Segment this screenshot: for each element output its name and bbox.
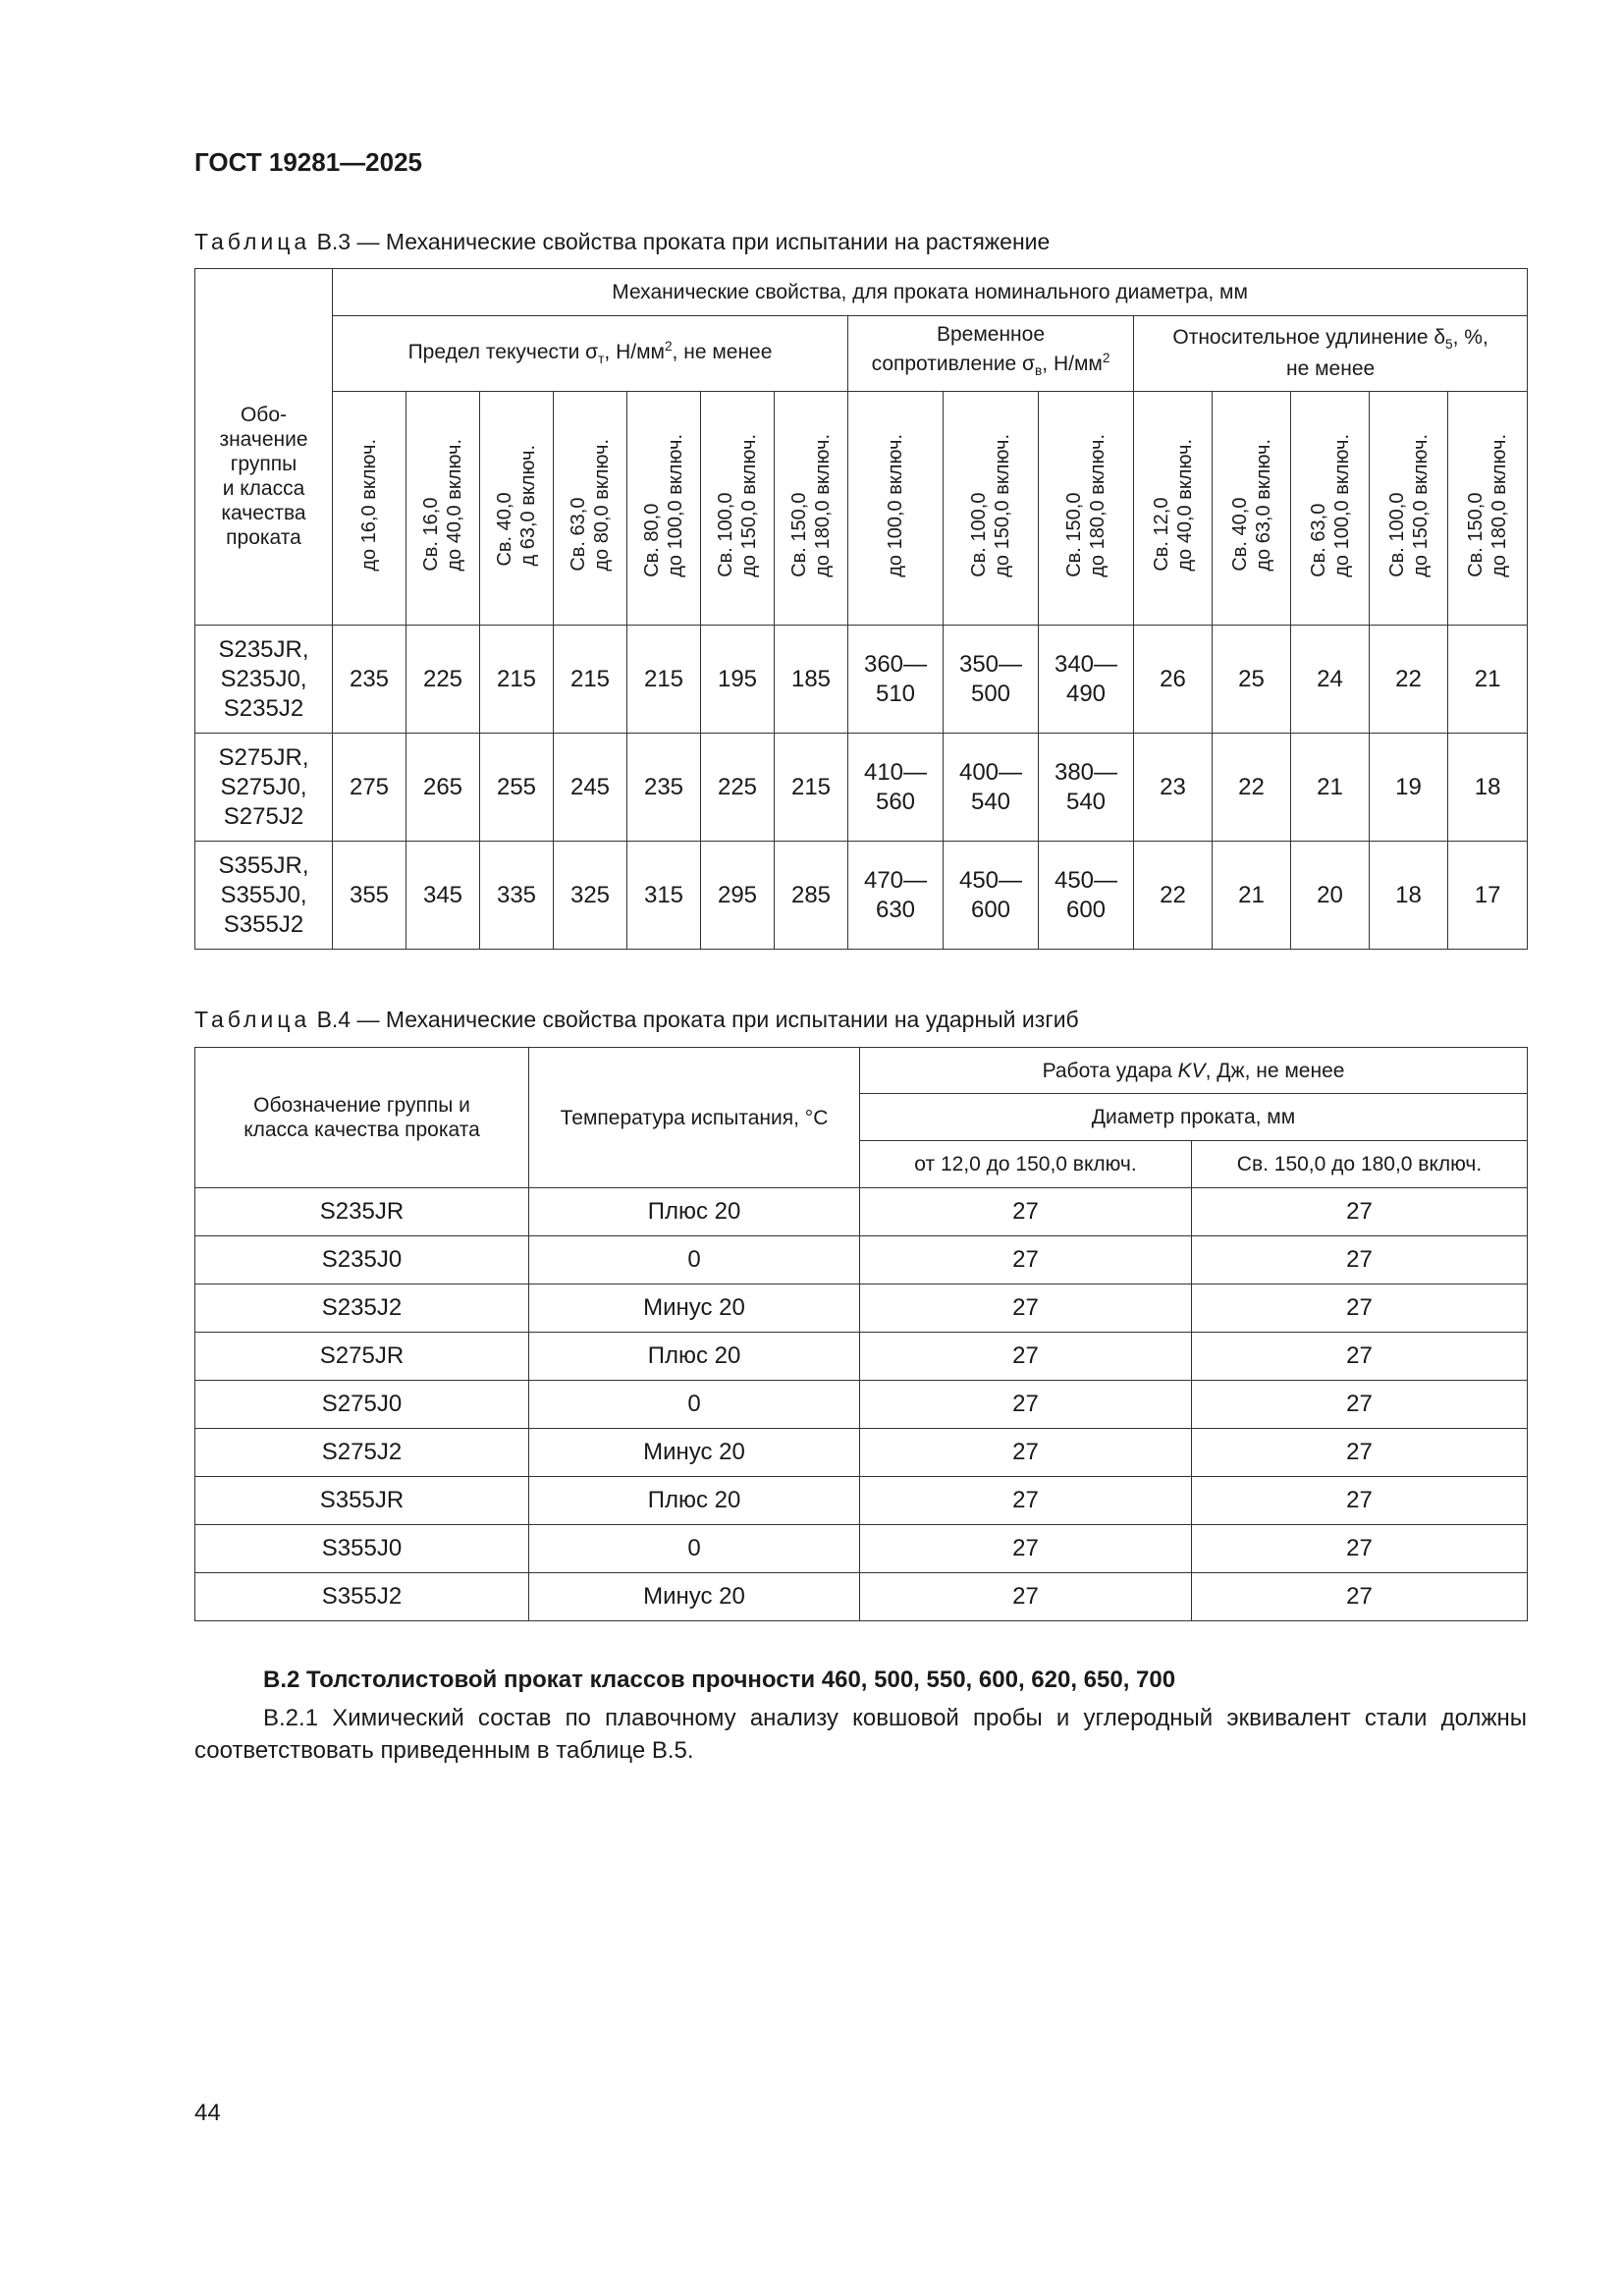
b3-value-cell: 17	[1448, 842, 1528, 950]
b3-subcol: Св. 16,0 до 40,0 включ.	[406, 392, 480, 626]
section-paragraph: В.2.1 Химический состав по плавочному анализу ковшовой пробы и углеродный эквивалент стали должны соответствовать приведенным в таблице В.5.	[194, 1705, 1527, 1764]
b3-value-cell: 21	[1291, 734, 1370, 842]
b3-value-cell: 215	[775, 734, 848, 842]
b4-subcol-2: Св. 150,0 до 180,0 включ.	[1192, 1141, 1528, 1188]
b4-row	[195, 1573, 1528, 1621]
b3-value-cell: 21	[1213, 842, 1291, 950]
b3-value-cell: 265	[406, 734, 480, 842]
b3-yield-header: Предел текучести $\sigma_т$, $Н/мм^2$, не менее	[333, 316, 848, 392]
b3-subcol: Св. 100,0 до 150,0 включ.	[944, 392, 1039, 626]
b3-grade-cell: S355JR, S355J0, S355J2	[195, 842, 333, 950]
b4-row	[195, 1333, 1528, 1381]
b4-grade-cell: S275J2	[195, 1429, 529, 1477]
b3-elongation-header: Относительное удлинение $\delta_5$, %, не менее	[1134, 316, 1528, 392]
b3-value-cell: 380— 540	[1039, 734, 1134, 842]
b4-row	[195, 1525, 1528, 1573]
table-b3-caption-text: В.3 — Механические свойства проката при испытании на растяжение	[310, 229, 1051, 254]
b4-row	[195, 1429, 1528, 1477]
b3-row	[195, 626, 1528, 734]
b3-value-cell: 25	[1213, 626, 1291, 734]
b3-value-cell: 26	[1134, 626, 1213, 734]
b3-value-cell: 350— 500	[944, 626, 1039, 734]
b4-temperature-cell: Плюс 20	[529, 1333, 860, 1381]
b3-subcol: Св. 12,0 до 40,0 включ.	[1134, 392, 1213, 626]
b4-value-cell: 27	[860, 1285, 1192, 1333]
b3-value-cell: 19	[1370, 734, 1448, 842]
b4-subcol-1: от 12,0 до 150,0 включ.	[860, 1141, 1192, 1188]
b3-value-cell: 340— 490	[1039, 626, 1134, 734]
b3-value-cell: 18	[1448, 734, 1528, 842]
b3-value-cell: 195	[701, 626, 775, 734]
b3-subcol: Св. 100,0 до 150,0 включ.	[1370, 392, 1448, 626]
b4-row	[195, 1477, 1528, 1525]
b4-temperature-cell: Минус 20	[529, 1285, 860, 1333]
b3-value-cell: 225	[406, 626, 480, 734]
b3-value-cell: 295	[701, 842, 775, 950]
b3-value-cell: 22	[1370, 626, 1448, 734]
b4-grade-cell: S355J0	[195, 1525, 529, 1573]
b3-value-cell: 22	[1134, 842, 1213, 950]
b4-grade-cell: S235JR	[195, 1188, 529, 1236]
b3-value-cell: 215	[627, 626, 701, 734]
b3-subcol: до 100,0 включ.	[848, 392, 944, 626]
b3-value-cell: 335	[480, 842, 554, 950]
b4-temperature-cell: Плюс 20	[529, 1477, 860, 1525]
b4-value-cell: 27	[860, 1333, 1192, 1381]
b4-temperature-header: Температура испытания, °С	[529, 1048, 860, 1188]
b3-value-cell: 255	[480, 734, 554, 842]
b3-value-cell: 450— 600	[1039, 842, 1134, 950]
b4-grade-cell: S355JR	[195, 1477, 529, 1525]
b3-row	[195, 842, 1528, 950]
b3-grade-cell: S235JR, S235J0, S235J2	[195, 626, 333, 734]
b4-row	[195, 1236, 1528, 1285]
b4-temperature-cell: 0	[529, 1381, 860, 1429]
b3-value-cell: 285	[775, 842, 848, 950]
b3-value-cell: 400— 540	[944, 734, 1039, 842]
b4-temperature-cell: Минус 20	[529, 1429, 860, 1477]
b3-value-cell: 275	[333, 734, 406, 842]
b4-value-cell: 27	[1192, 1429, 1528, 1477]
table-b4-caption-word: Таблица	[194, 1007, 311, 1032]
document-header: ГОСТ 19281—2025	[194, 147, 422, 177]
b3-subcol: Св. 40,0 д 63,0 включ.	[480, 392, 554, 626]
b3-value-cell: 20	[1291, 842, 1370, 950]
b4-grade-cell: S275JR	[195, 1333, 529, 1381]
b4-value-cell: 27	[860, 1188, 1192, 1236]
b3-value-cell: 245	[554, 734, 627, 842]
b4-value-cell: 27	[1192, 1525, 1528, 1573]
b3-value-cell: 215	[554, 626, 627, 734]
b3-value-cell: 410— 560	[848, 734, 944, 842]
b3-value-cell: 315	[627, 842, 701, 950]
b3-value-cell: 470— 630	[848, 842, 944, 950]
page-number: 44	[194, 2100, 221, 2126]
b3-value-cell: 225	[701, 734, 775, 842]
b3-value-cell: 360— 510	[848, 626, 944, 734]
table-b3-caption	[194, 229, 1050, 255]
b3-subcol: Св. 150,0 до 180,0 включ.	[1039, 392, 1134, 626]
b4-temperature-cell: Плюс 20	[529, 1188, 860, 1236]
b4-value-cell: 27	[860, 1381, 1192, 1429]
section-heading: В.2 Толстолистовой прокат классов прочности 460, 500, 550, 600, 620, 650, 700	[263, 1667, 1176, 1693]
b3-grade-cell: S275JR, S275J0, S275J2	[195, 734, 333, 842]
b4-temperature-cell: 0	[529, 1525, 860, 1573]
table-b4-caption	[194, 1007, 1079, 1033]
table-b3-caption-word: Таблица	[194, 229, 311, 254]
b3-subcol: Св. 63,0 до 100,0 включ.	[1291, 392, 1370, 626]
b4-value-cell: 27	[1192, 1236, 1528, 1285]
b4-value-cell: 27	[1192, 1477, 1528, 1525]
b3-body	[195, 626, 1528, 950]
b3-subcol: до 16,0 включ.	[333, 392, 406, 626]
b4-diameter-header: Диаметр проката, мм	[860, 1094, 1528, 1141]
table-b4-caption-text: В.4 — Механические свойства проката при испытании на ударный изгиб	[310, 1007, 1079, 1032]
b3-row	[195, 734, 1528, 842]
b3-subcol: Св. 40,0 до 63,0 включ.	[1213, 392, 1291, 626]
b4-temperature-cell: 0	[529, 1236, 860, 1285]
b4-row	[195, 1381, 1528, 1429]
b4-grade-cell: S235J0	[195, 1236, 529, 1285]
b4-value-cell: 27	[1192, 1285, 1528, 1333]
b3-value-cell: 215	[480, 626, 554, 734]
b4-grade-cell: S355J2	[195, 1573, 529, 1621]
b3-value-cell: 21	[1448, 626, 1528, 734]
b3-subcol: Св. 100,0 до 150,0 включ.	[701, 392, 775, 626]
b4-body	[195, 1188, 1528, 1621]
b4-row	[195, 1285, 1528, 1333]
b3-value-cell: 24	[1291, 626, 1370, 734]
b4-value-cell: 27	[1192, 1333, 1528, 1381]
b3-value-cell: 450— 600	[944, 842, 1039, 950]
b4-row	[195, 1188, 1528, 1236]
b3-value-cell: 345	[406, 842, 480, 950]
b3-designation-header: Обо- значение группы и класса качества проката	[195, 269, 333, 626]
b3-value-cell: 355	[333, 842, 406, 950]
b4-temperature-cell: Минус 20	[529, 1573, 860, 1621]
b3-value-cell: 23	[1134, 734, 1213, 842]
b4-value-cell: 27	[860, 1236, 1192, 1285]
b3-value-cell: 235	[333, 626, 406, 734]
b3-subcol: Св. 150,0 до 180,0 включ.	[1448, 392, 1528, 626]
b4-value-cell: 27	[860, 1429, 1192, 1477]
b3-value-cell: 18	[1370, 842, 1448, 950]
b3-subcol: Св. 63,0 до 80,0 включ.	[554, 392, 627, 626]
b4-value-cell: 27	[860, 1525, 1192, 1573]
b4-value-cell: 27	[1192, 1573, 1528, 1621]
b4-impact-header: Работа удара KV, Дж, не менее	[860, 1048, 1528, 1094]
table-b4	[194, 1047, 1528, 1621]
b3-subcol: Св. 150,0 до 180,0 включ.	[775, 392, 848, 626]
b4-value-cell: 27	[860, 1573, 1192, 1621]
b3-value-cell: 22	[1213, 734, 1291, 842]
b4-designation-header: Обозначение группы и класса качества проката	[195, 1048, 529, 1188]
b3-value-cell: 235	[627, 734, 701, 842]
b3-main-header: Механические свойства, для проката номинального диаметра, мм	[333, 269, 1528, 316]
table-b3	[194, 268, 1528, 950]
b4-value-cell: 27	[860, 1477, 1192, 1525]
b3-value-cell: 325	[554, 842, 627, 950]
b4-grade-cell: S235J2	[195, 1285, 529, 1333]
b3-tensile-header: Временное сопротивление $\sigma_в$, $Н/мм^2$	[848, 316, 1134, 392]
b3-subcol: Св. 80,0 до 100,0 включ.	[627, 392, 701, 626]
b4-value-cell: 27	[1192, 1381, 1528, 1429]
b4-grade-cell: S275J0	[195, 1381, 529, 1429]
b3-value-cell: 185	[775, 626, 848, 734]
b4-value-cell: 27	[1192, 1188, 1528, 1236]
